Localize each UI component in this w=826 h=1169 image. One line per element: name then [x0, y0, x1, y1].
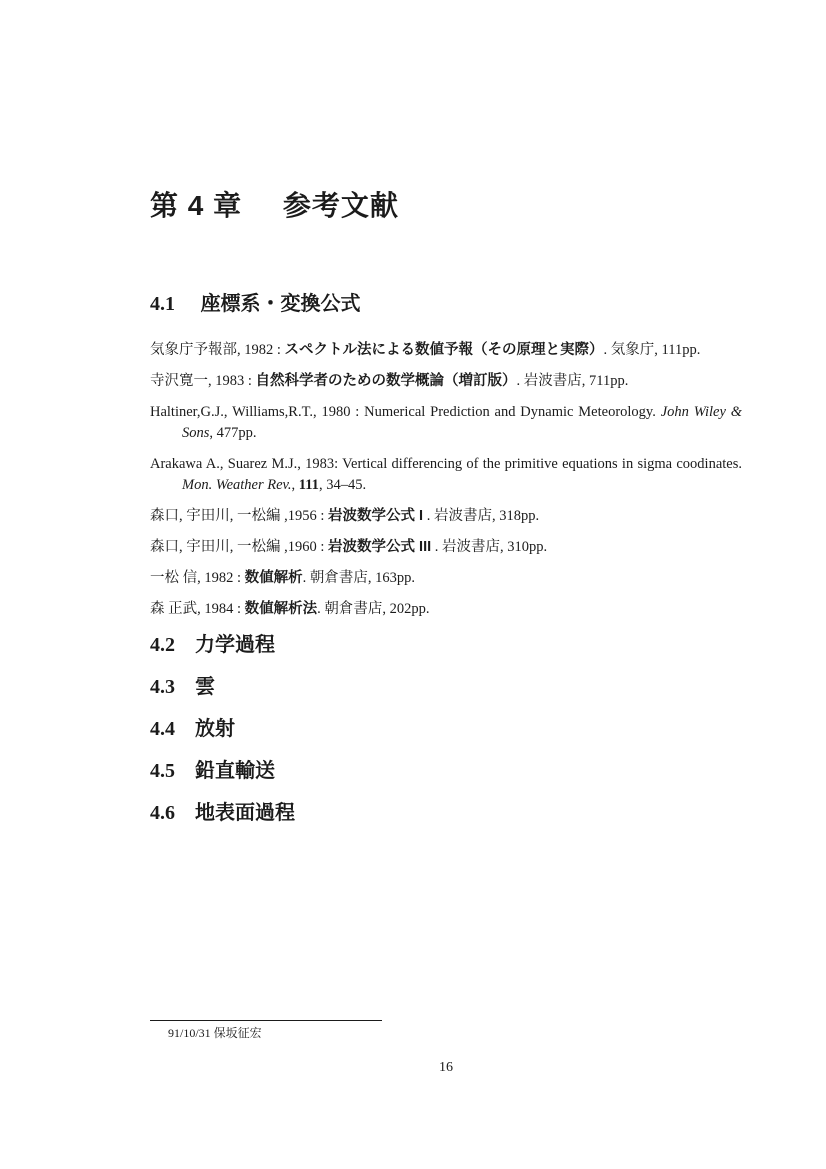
reference-segment: . 朝倉書店, 163pp.: [302, 570, 416, 586]
reference-item: [150, 402, 742, 444]
reference-segment: 気象庁予報部, 1982 :: [150, 342, 285, 358]
reference-item: [150, 454, 742, 496]
section-heading-4-2: [150, 633, 742, 657]
page-number: 16: [439, 1060, 453, 1075]
reference-item: [150, 506, 742, 527]
section-heading-4-4: [150, 717, 742, 741]
reference-item: [150, 340, 742, 361]
section-heading-4-6: [150, 801, 742, 825]
section-heading-4-5: [150, 759, 742, 783]
section-title: 地表面過程: [195, 802, 295, 824]
reference-segment: 岩波数学公式 I: [328, 508, 424, 524]
reference-segment: 自然科学者のための数学概論（増訂版）: [255, 373, 517, 389]
reference-segment: ,: [291, 477, 299, 493]
reference-list: [150, 340, 742, 620]
reference-segment: Arakawa A., Suarez M.J., 1983: Vertical differencing of the primitive equations in sigma coodinates.: [150, 456, 742, 472]
section-heading-4-3: [150, 675, 742, 699]
section-heading-list: [150, 633, 742, 825]
reference-segment: 岩波数学公式 III: [328, 539, 432, 555]
section-title: 座標系・変換公式: [200, 293, 361, 315]
footnote-rule: [150, 1020, 382, 1021]
reference-segment: . 岩波書店, 711pp.: [516, 373, 629, 389]
section-number: 4.3: [150, 676, 175, 698]
footnote-text: 91/10/31 保坂征宏: [168, 1026, 262, 1040]
reference-item: [150, 537, 742, 558]
reference-segment: . 気象庁, 111pp.: [603, 342, 701, 358]
reference-segment: 寺沢寛一, 1983 :: [150, 373, 256, 389]
section-number: 4.5: [150, 760, 175, 782]
section-title: 鉛直輸送: [195, 760, 275, 782]
reference-segment: 111: [298, 477, 319, 493]
reference-item: [150, 371, 742, 392]
reference-segment: 一松 信, 1982 :: [150, 570, 245, 586]
reference-segment: 数値解析: [244, 570, 303, 586]
reference-segment: , 477pp.: [209, 425, 257, 441]
chapter-title: 参考文献: [282, 190, 399, 221]
section-title: 雲: [195, 676, 215, 698]
reference-segment: Haltiner,G.J., Williams,R.T., 1980 : Numerical Prediction and Dynamic Meteorology.: [150, 404, 661, 420]
section-number: 4.1: [150, 293, 175, 315]
section-number: 4.2: [150, 634, 175, 656]
reference-segment: 数値解析法: [244, 601, 318, 617]
chapter-number: 第 4 章: [150, 190, 243, 221]
reference-item: [150, 568, 742, 589]
reference-segment: 森口, 宇田川, 一松編 ,1956 :: [150, 508, 329, 524]
text-block: [150, 0, 742, 825]
reference-segment: Mon. Weather Rev.: [182, 477, 292, 493]
reference-item: [150, 599, 742, 620]
chapter-heading: [150, 190, 742, 222]
reference-segment: . 岩波書店, 310pp.: [431, 539, 548, 555]
section-title: 力学過程: [195, 634, 275, 656]
reference-segment: 森 正武, 1984 :: [150, 601, 245, 617]
reference-segment: スペクトル法による数値予報（その原理と実際）: [284, 342, 604, 358]
reference-segment: John Wiley & Sons: [182, 404, 742, 441]
section-heading-4-1: [150, 292, 742, 316]
reference-segment: 森口, 宇田川, 一松編 ,1960 :: [150, 539, 329, 555]
reference-segment: . 朝倉書店, 202pp.: [317, 601, 430, 617]
reference-segment: , 34–45.: [318, 477, 367, 493]
section-number: 4.6: [150, 802, 175, 824]
section-number: 4.4: [150, 718, 175, 740]
section-title: 放射: [195, 718, 235, 740]
reference-segment: . 岩波書店, 318pp.: [423, 508, 540, 524]
